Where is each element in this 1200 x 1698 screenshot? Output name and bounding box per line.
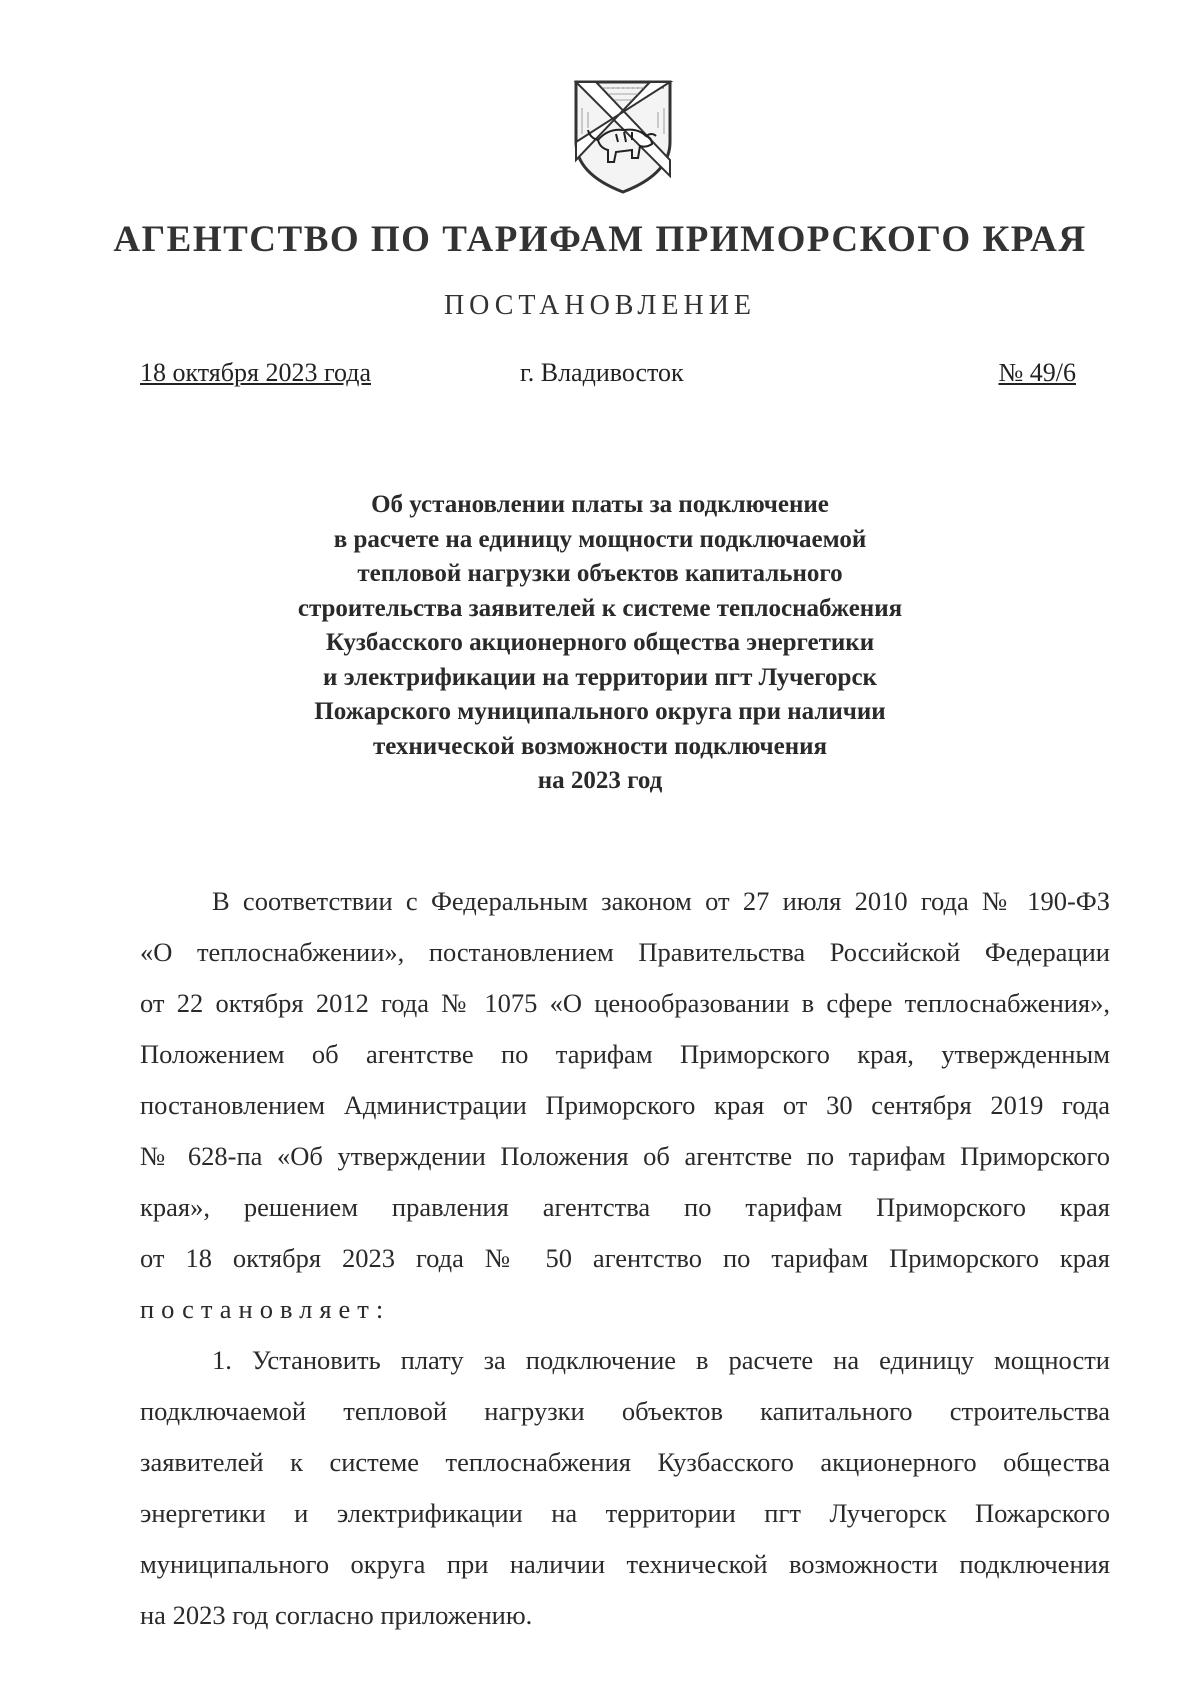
title-line: и электрификации на территории пгт Лучегорск xyxy=(323,663,877,691)
body-line: на 2023 год согласно приложению. xyxy=(140,1600,533,1630)
body-line: муниципального округа при наличии технической возможности подключения xyxy=(140,1549,1110,1579)
title-line: в расчете на единицу мощности подключаемой xyxy=(333,525,867,553)
title-line: Пожарского муниципального округа при наличии xyxy=(314,698,886,725)
document-city: г. Владивосток xyxy=(520,358,684,387)
title-line: технической возможности подключения xyxy=(372,732,828,760)
agency-name: АГЕНТСТВО ПО ТАРИФАМ ПРИМОРСКОГО КРАЯ xyxy=(113,219,1087,260)
document-number: № 49/6 xyxy=(998,358,1076,387)
body-line: энергетики и электрификации на территории пгт Лучегорск Пожарского xyxy=(140,1498,1110,1528)
document-meta xyxy=(140,358,1076,394)
document-body xyxy=(140,876,1110,1641)
title-line: Кузбасского акционерного общества энергетики xyxy=(325,629,875,656)
body-line: края», решением правления агентства по тарифам Приморского края xyxy=(140,1192,1110,1222)
title-line: тепловой нагрузки объектов капитального xyxy=(357,560,843,587)
body-line: подключаемой тепловой нагрузки объектов капитального строительства xyxy=(140,1396,1110,1426)
body-line: 1. Установить плату за подключение в расчете на единицу мощности xyxy=(212,1345,1110,1375)
body-line: «О теплоснабжении», постановлением Правительства Российской Федерации xyxy=(140,937,1110,967)
body-line: постановлением Администрации Приморского края от 30 сентября 2019 года xyxy=(140,1090,1110,1120)
body-line: от 22 октября 2012 года № 1075 «О ценообразовании в сфере теплоснабжения», xyxy=(140,988,1110,1018)
document-title xyxy=(200,488,1000,799)
body-line-resolves: постановляет: xyxy=(140,1294,391,1324)
title-line: на 2023 год xyxy=(537,767,663,794)
body-line: от 18 октября 2023 года № 50 агентство по тарифам Приморского края xyxy=(140,1243,1110,1273)
body-line: Положением об агентстве по тарифам Приморского края, утвержденным xyxy=(140,1039,1110,1069)
body-line: В соответствии с Федеральным законом от 27 июля 2010 года № 190-ФЗ xyxy=(212,886,1110,916)
primorsky-coat-of-arms-icon xyxy=(572,78,674,196)
body-line: № 628-па «Об утверждении Положения об агентстве по тарифам Приморского xyxy=(140,1141,1110,1171)
document-date: 18 октября 2023 года xyxy=(140,358,371,387)
title-line: Об установлении платы за подключение xyxy=(371,491,829,518)
body-line: заявителей к системе теплоснабжения Кузбасского акционерного общества xyxy=(140,1447,1110,1477)
title-line: строительства заявителей к системе теплоснабжения xyxy=(297,594,903,622)
document-type: ПОСТАНОВЛЕНИЕ xyxy=(443,290,757,321)
